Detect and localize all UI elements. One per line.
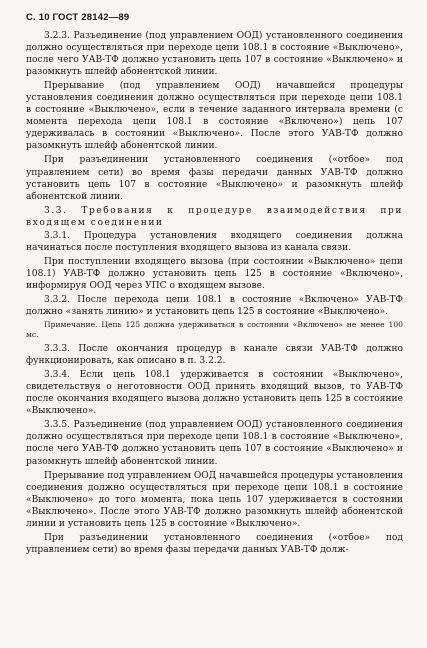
paragraph-3-3-2: 3.3.2. После перехода цепи 108.1 в состояние «Включено» УАВ-ТФ должно «занять линию» и установить цепь 125 в состояние «Выключено». [26, 294, 403, 318]
paragraph-incoming-call: При поступлении входящего вызова (при состоянии «Выключено» цепи 108.1) УАВ-ТФ должно установить цепь 125 в состояние «Включено», информируя ООД через УПС о входящем вызове. [26, 256, 403, 291]
paragraph-3-3-5: 3.3.5. Разъединение (под управлением ООД) установленного соединения должно осуществляться при переходе цепи 108.1 в состояние «Выключено», после чего УАВ-ТФ должно установить цепь 107 в состояние «Выключено» и разомкнуть шлейф абонентской линии. [26, 420, 403, 467]
section-heading-3-3: 3.3. Требования к процедуре взаимодействия при входящем соединении [26, 205, 403, 228]
note-circuit-125: Примечание. Цепь 125 должна удерживаться в состоянии «Включено» не менее 100 мс. [26, 320, 403, 340]
paragraph-interrupt-setup: Прерывание (под управлением ООД) начавшейся процедуры установления соединения должно осуществляться при переходе цепи 108.1 в состояние «Выключено», если в течение заданного интервала времени (с момента перехода цепи 108.1 в состояние «Включено») цепь 107 удерживалась в состоянии «Выключено». После этого УАВ-ТФ должно разомкнуть шлейф абонентской линии. [26, 81, 403, 152]
paragraph-3-3-3: 3.3.3. После окончания процедур в канале связи УАВ-ТФ должно функционировать, как описано в п. 3.2.2. [26, 344, 403, 367]
document-body [26, 30, 403, 556]
paragraph-network-clear-continued: При разъединении установленного соединения («отбое» под управлением сети) во время фазы передачи данных УАВ-ТФ долж- [26, 532, 403, 555]
paragraph-network-clear: При разъединении установленного соединения («отбое» под управлением сети) во время фазы передачи данных УАВ-ТФ должно установить цепь 107 в состояние «Выключено» и разомкнуть шлейф абонентской линии. [26, 155, 403, 202]
page-header: С. 10 ГОСТ 28142—89 [26, 12, 130, 23]
paragraph-3-3-4: 3.3.4. Если цепь 108.1 удерживается в состоянии «Выключено», свидетельствуя о неготовности ООД принять входящий вызов, то УАВ-ТФ после окончания входящего вызова должно установить цепь 125 в состояние «Выключено». [26, 370, 403, 417]
paragraph-3-2-3: 3.2.3. Разъединение (под управлением ООД) установленного соединения должно осуществляться при переходе цепи 108.1 в состояние «Выключено», после чего УАВ-ТФ должно установить цепь 107 в состояние «Выключено» и разомкнуть шлейф абонентской линии. [26, 31, 403, 78]
paragraph-3-3-1: 3.3.1. Процедура установления входящего соединения должна начинаться после поступления входящего вызова из канала связи. [26, 230, 403, 253]
paragraph-interrupt-incoming: Прерывание под управлением ООД начавшейся процедуры установления соединения должно осуществляться при переходе цепи 108.1 в состояние «Выключено» до того момента, пока цепь 107 удерживается в состоянии «Выключено». После этого УАВ-ТФ должно разомкнуть шлейф абонентской линии и установить цепь 125 в состояние «Выключено». [26, 470, 403, 529]
